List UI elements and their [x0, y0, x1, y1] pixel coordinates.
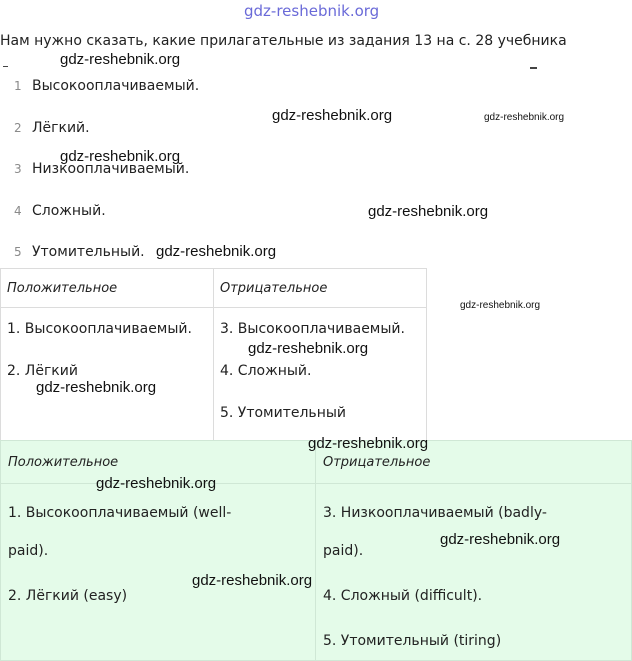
- table-line: 5. Утомительный (tiring): [323, 633, 502, 649]
- table-header-negative: Отрицательное: [316, 441, 632, 484]
- list-item: [14, 244, 145, 260]
- site-watermark-header[interactable]: gdz-reshebnik.org: [244, 2, 380, 20]
- adjectives-table-translated: [0, 440, 632, 661]
- list-text: Лёгкий.: [32, 120, 90, 136]
- list-item: [14, 120, 90, 136]
- list-number: 4: [14, 204, 22, 218]
- negative-cell: [316, 484, 632, 661]
- list-text: Сложный.: [32, 203, 106, 219]
- table-line: 4. Сложный.: [220, 363, 312, 379]
- list-text: Утомительный.: [32, 244, 145, 260]
- site-watermark: gdz-reshebnik.org: [96, 475, 217, 492]
- table-header-positive: Положительное: [1, 441, 316, 484]
- table-line: paid).: [323, 543, 364, 559]
- table-line: 2. Лёгкий: [7, 363, 78, 379]
- intro-text: Нам нужно сказать, какие прилагательные из задания 13 на с. 28 учебника: [0, 33, 567, 49]
- site-watermark: gdz-reshebnik.org: [272, 107, 393, 124]
- site-watermark: gdz-reshebnik.org: [460, 300, 541, 311]
- site-watermark: gdz-reshebnik.org: [440, 531, 561, 548]
- table-line: 3. Высокооплачиваемый.: [220, 321, 405, 337]
- site-watermark: gdz-reshebnik.org: [156, 243, 277, 260]
- list-number: 3: [14, 162, 22, 176]
- table-line: 3. Низкооплачиваемый (badly-: [323, 505, 547, 521]
- table-line: 5. Утомительный: [220, 405, 346, 421]
- site-watermark: gdz-reshebnik.org: [36, 379, 157, 396]
- list-item: [14, 78, 199, 94]
- site-watermark: gdz-reshebnik.org: [248, 340, 369, 357]
- divider-mark: [530, 67, 537, 69]
- site-watermark: gdz-reshebnik.org: [60, 51, 181, 68]
- list-item: [14, 203, 106, 219]
- site-watermark: gdz-reshebnik.org: [368, 203, 489, 220]
- table-line: paid).: [8, 543, 49, 559]
- site-watermark: gdz-reshebnik.org: [60, 148, 181, 165]
- table-line: 1. Высокооплачиваемый.: [7, 321, 192, 337]
- divider-mark: [3, 66, 8, 67]
- list-number: 2: [14, 121, 22, 135]
- list-text: Низкооплачиваемый.: [32, 161, 190, 177]
- table-header-positive: Положительное: [1, 269, 214, 308]
- site-watermark: gdz-reshebnik.org: [308, 435, 429, 452]
- table-line: 1. Высокооплачиваемый (well-: [8, 505, 232, 521]
- list-text: Высокооплачиваемый.: [32, 78, 200, 94]
- list-number: 1: [14, 79, 22, 93]
- table-header-negative: Отрицательное: [214, 269, 427, 308]
- list-number: 5: [14, 245, 22, 259]
- table-line: 4. Сложный (difficult).: [323, 588, 483, 604]
- table-line: 2. Лёгкий (easy): [8, 588, 128, 604]
- site-watermark: gdz-reshebnik.org: [192, 572, 313, 589]
- site-watermark: gdz-reshebnik.org: [484, 112, 565, 123]
